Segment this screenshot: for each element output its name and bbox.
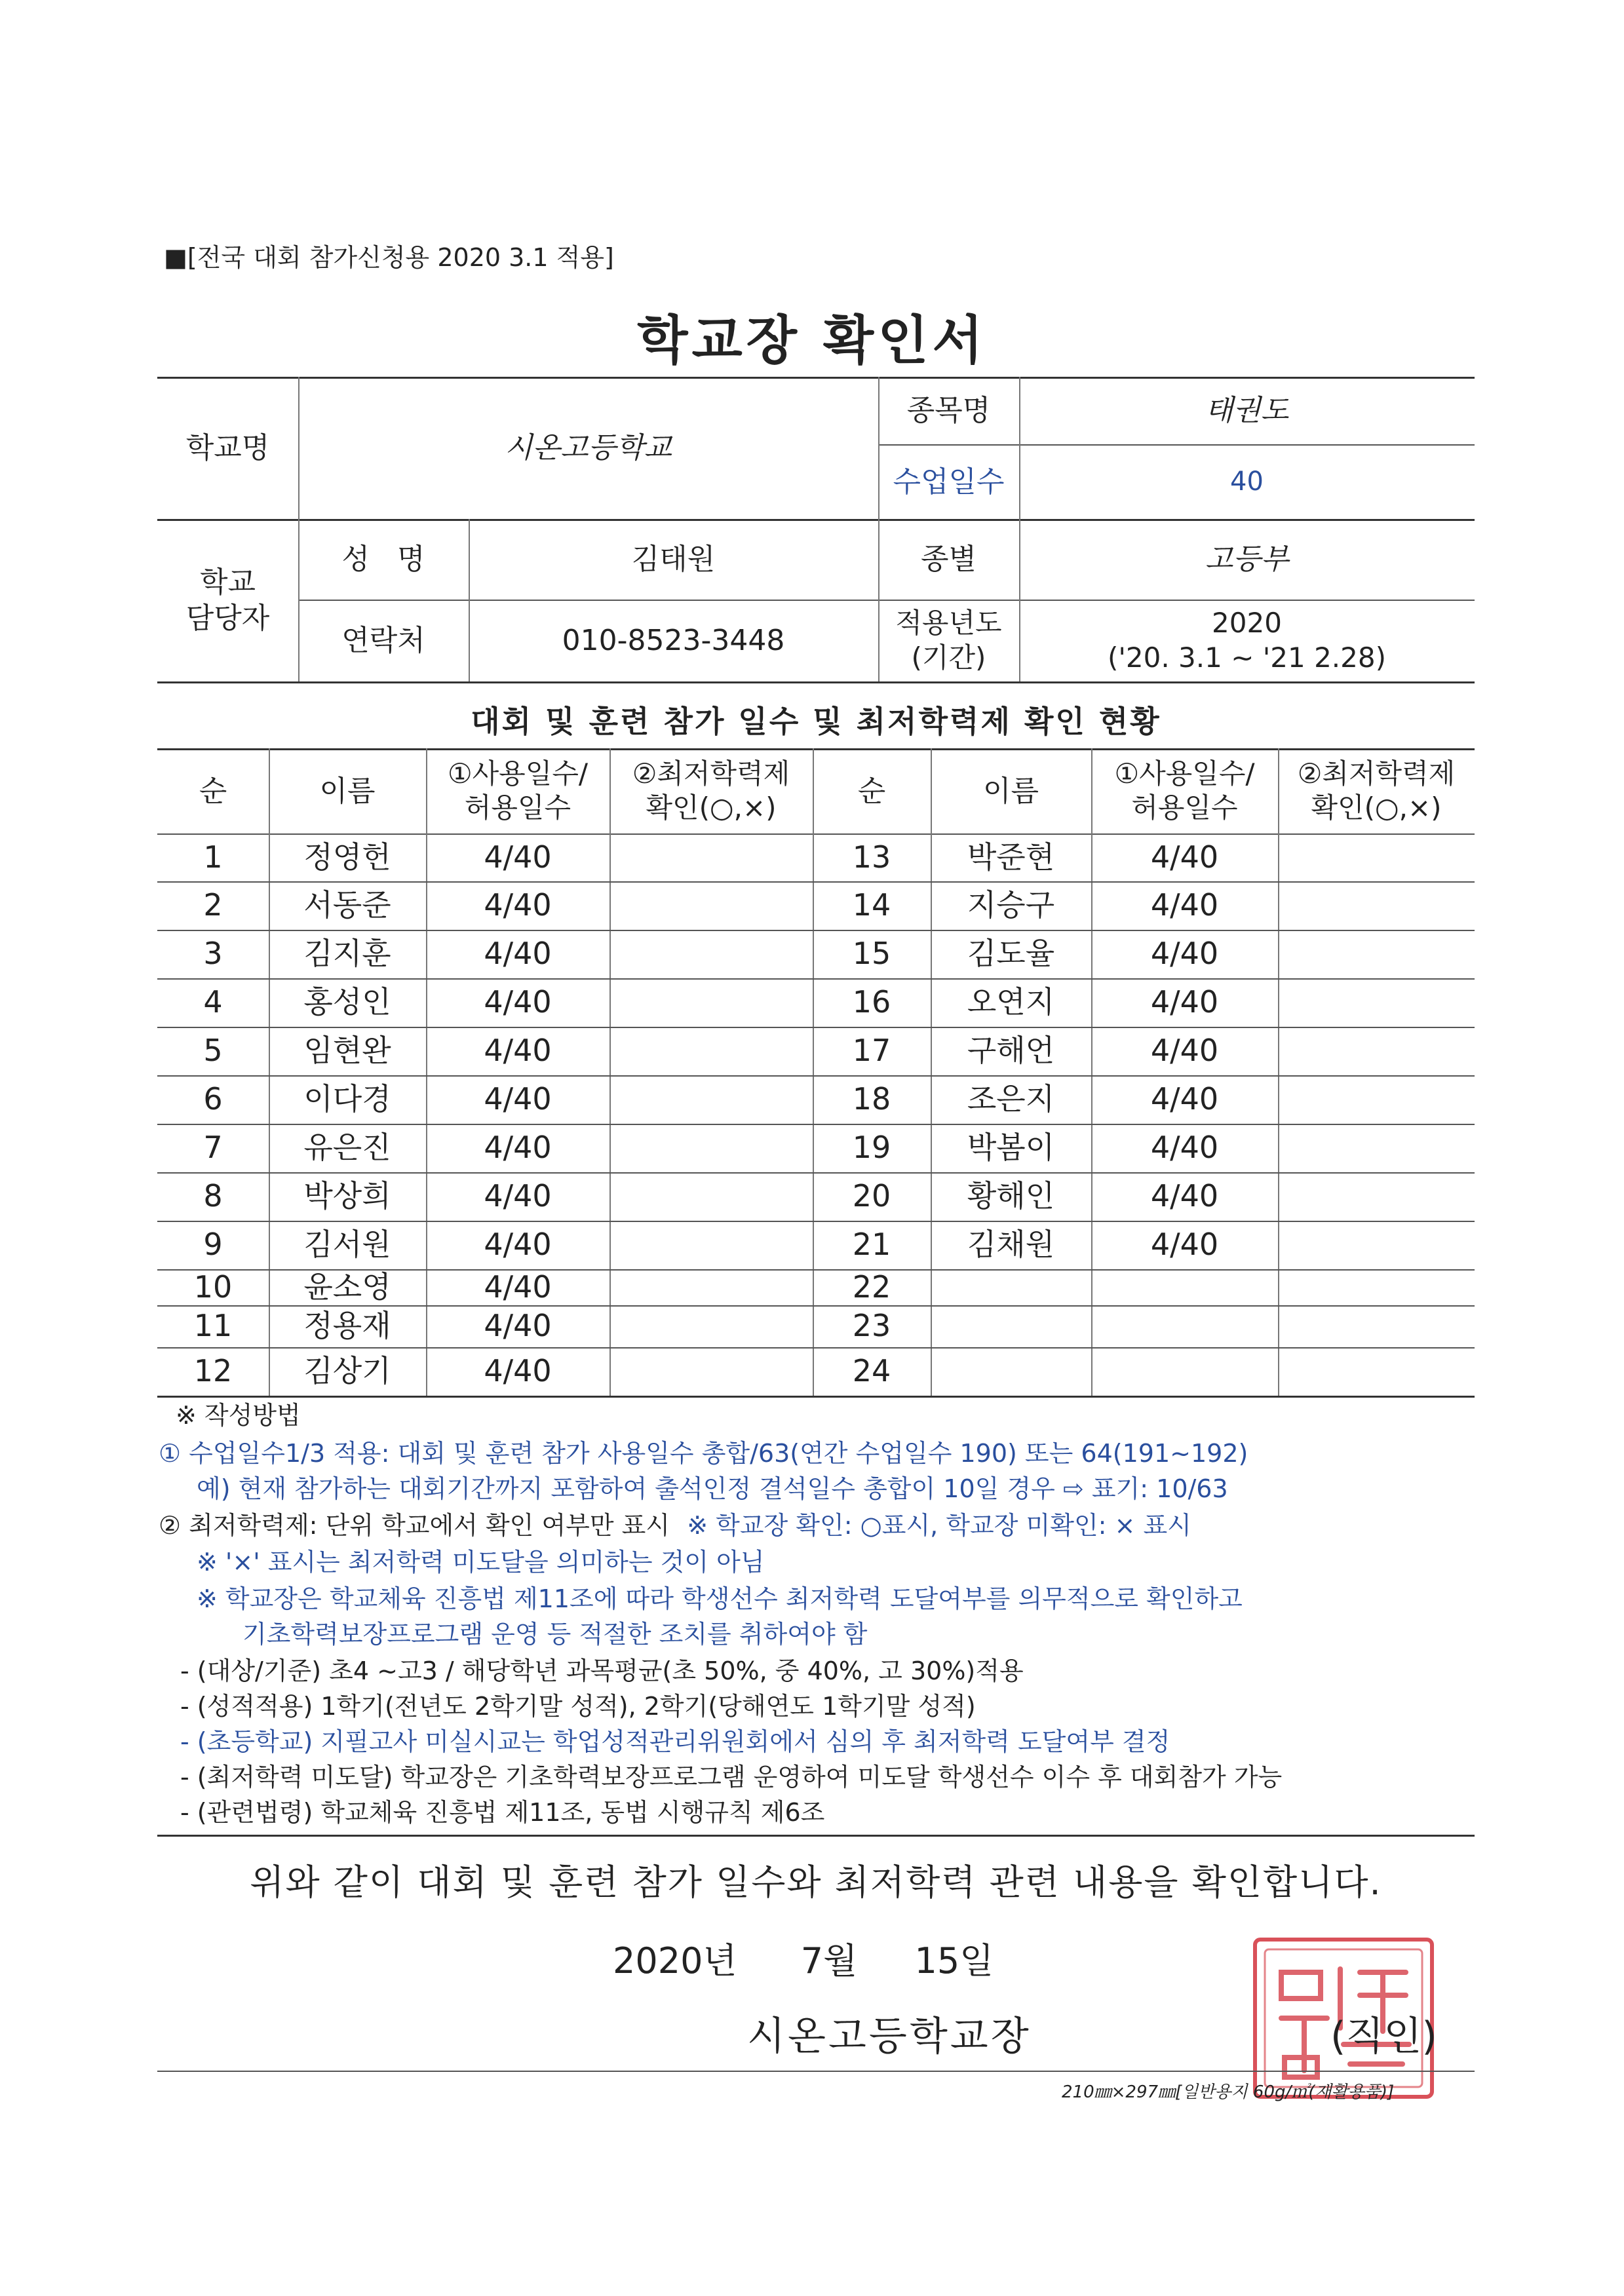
row-check <box>609 1124 813 1172</box>
row-days: 4/40 <box>484 936 552 972</box>
header-check-right: ②최저학력제 확인(○,×) <box>1297 757 1456 824</box>
row-days: 4/40 <box>1150 936 1219 972</box>
name-label: 성 명 <box>341 543 425 576</box>
row-name: 김채원 <box>967 1227 1055 1263</box>
header-name-left: 이름 <box>319 774 376 808</box>
row-number: 17 <box>852 1033 891 1069</box>
row-number: 4 <box>203 984 223 1020</box>
row-check <box>609 1347 813 1396</box>
row-check <box>609 1027 813 1075</box>
row-days: 4/40 <box>484 1269 552 1305</box>
contact-label: 연락처 <box>341 624 425 657</box>
footer-spec: 210㎜×297㎜[일반용지 60g/㎡(재활용품)] <box>1062 2082 1395 2102</box>
row-number: 9 <box>203 1227 223 1263</box>
header-tag: ■[전국 대회 참가신청용 2020 3.1 적용] <box>164 243 614 272</box>
row-number: 8 <box>203 1178 223 1214</box>
row-check <box>1278 881 1475 930</box>
row-days <box>1091 1305 1278 1347</box>
row-check <box>1278 930 1475 978</box>
row-days: 4/40 <box>1150 1227 1219 1263</box>
row-number: 10 <box>193 1269 233 1305</box>
row-check <box>609 1075 813 1124</box>
row-days: 4/40 <box>484 1130 552 1166</box>
row-number: 24 <box>852 1353 891 1389</box>
header-days-left: ①사용일수/ 허용일수 <box>447 757 589 824</box>
row-name: 정영헌 <box>303 839 391 875</box>
detail-4: - (최저학력 미도달) 학교장은 기초학력보장프로그램 운영하여 미도달 학생선수 이수 후 대회참가 가능 <box>180 1763 1283 1791</box>
row-name: 홍성인 <box>303 984 391 1020</box>
row-days: 4/40 <box>484 1353 552 1389</box>
row-check <box>1278 1124 1475 1172</box>
row-check <box>609 1221 813 1269</box>
row-name: 박상희 <box>303 1178 391 1214</box>
row-number: 6 <box>203 1081 223 1117</box>
row-days: 4/40 <box>1150 1178 1219 1214</box>
row-name: 김상기 <box>303 1353 391 1389</box>
row-check <box>609 930 813 978</box>
row-days <box>1091 1269 1278 1305</box>
division-label: 종별 <box>920 543 976 576</box>
header-check-left: ②최저학력제 확인(○,×) <box>632 757 790 824</box>
row-check <box>1278 1269 1475 1305</box>
row-name: 윤소영 <box>303 1269 391 1305</box>
row-check <box>1278 833 1475 881</box>
row-days: 4/40 <box>1150 1130 1219 1166</box>
row-name: 지승구 <box>967 887 1055 923</box>
note-1b: 예) 현재 참가하는 대회기간까지 포함하여 출석인정 결석일수 총합이 10일 경우 ⇨ 표기: 10/63 <box>197 1474 1228 1503</box>
row-days: 4/40 <box>1150 984 1219 1020</box>
notes-heading: ※ 작성방법 <box>176 1401 301 1430</box>
row-number: 2 <box>203 887 223 923</box>
row-number: 19 <box>852 1130 891 1166</box>
row-number: 11 <box>193 1308 233 1344</box>
header-name-right: 이름 <box>982 774 1039 808</box>
row-name: 오연지 <box>967 984 1055 1020</box>
row-check <box>1278 1027 1475 1075</box>
note-1a: ① 수업일수1/3 적용: 대회 및 훈련 참가 사용일수 총합/63(연간 수업일수 190) 또는 64(191~192) <box>159 1439 1248 1468</box>
note-2a-text: ② 최저학력제: 단위 학교에서 확인 여부만 표시 <box>159 1511 670 1540</box>
row-days: 4/40 <box>484 887 552 923</box>
year-label: 적용년도 (기간) <box>895 607 1002 674</box>
date-month: 7월 <box>800 1940 858 1981</box>
row-number: 21 <box>852 1227 891 1263</box>
row-days: 4/40 <box>1150 1081 1219 1117</box>
manager-label: 학교 담당자 <box>185 565 270 635</box>
row-name: 서동준 <box>303 887 391 923</box>
row-number: 1 <box>203 839 223 875</box>
seal-label: (직인) <box>1330 2014 1437 2059</box>
date-year: 2020년 <box>613 1940 737 1981</box>
row-check <box>1278 1347 1475 1396</box>
row-number: 20 <box>852 1178 891 1214</box>
note-4b: 기초학력보장프로그램 운영 등 적절한 조치를 취하여야 함 <box>242 1620 868 1649</box>
year-value: 2020 ('20. 3.1 ~ '21 2.28) <box>1107 607 1386 674</box>
school-value: 시온고등학교 <box>504 431 672 465</box>
header-days-right: ①사용일수/ 허용일수 <box>1114 757 1255 824</box>
row-days: 4/40 <box>1150 839 1219 875</box>
note-4a: ※ 학교장은 학교체육 진흥법 제11조에 따라 학생선수 최저학력 도달여부를 의무적으로 확인하고 <box>197 1584 1243 1613</box>
row-number: 3 <box>203 936 223 972</box>
date-day: 15일 <box>914 1940 994 1981</box>
days-value: 40 <box>1230 467 1264 497</box>
section-title: 대회 및 훈련 참가 일수 및 최저학력제 확인 현황 <box>471 704 1161 739</box>
row-days: 4/40 <box>484 1227 552 1263</box>
row-name: 황해인 <box>967 1178 1055 1214</box>
event-value: 태권도 <box>1205 394 1289 427</box>
row-days: 4/40 <box>484 1178 552 1214</box>
row-name <box>931 1347 1091 1396</box>
detail-3 <box>180 1727 1170 1757</box>
row-name: 구해언 <box>967 1033 1055 1069</box>
row-number: 18 <box>852 1081 891 1117</box>
row-name: 유은진 <box>303 1130 391 1166</box>
row-number: 14 <box>852 887 891 923</box>
row-number: 13 <box>852 839 891 875</box>
name-value: 김태원 <box>631 543 716 576</box>
row-days: 4/40 <box>484 839 552 875</box>
row-days: 4/40 <box>1150 1033 1219 1069</box>
note-2b-text: ※ 학교장 확인: ○표시, 학교장 미확인: × 표시 <box>687 1511 1191 1540</box>
row-check <box>1278 1221 1475 1269</box>
row-check <box>609 833 813 881</box>
row-number: 5 <box>203 1033 223 1069</box>
row-days: 4/40 <box>484 984 552 1020</box>
row-name: 김서원 <box>303 1227 391 1263</box>
row-days <box>1091 1347 1278 1396</box>
header-num-left: 순 <box>199 774 227 808</box>
row-name: 박봄이 <box>967 1130 1055 1166</box>
days-label: 수업일수 <box>893 465 1005 499</box>
row-check <box>609 978 813 1027</box>
contact-value: 010-8523-3448 <box>562 624 785 657</box>
row-days: 4/40 <box>1150 887 1219 923</box>
row-name: 조은지 <box>967 1081 1055 1117</box>
row-check <box>1278 1172 1475 1221</box>
row-check <box>1278 978 1475 1027</box>
note-3: ※ '×' 표시는 최저학력 미도달을 의미하는 것이 아님 <box>197 1548 765 1577</box>
division-value: 고등부 <box>1205 543 1289 576</box>
school-label: 학교명 <box>185 431 270 465</box>
row-check <box>609 1269 813 1305</box>
row-name: 박준현 <box>967 839 1055 875</box>
row-number: 23 <box>852 1308 891 1344</box>
principal-name: 시온고등학교장 <box>747 2014 1032 2059</box>
header-num-right: 순 <box>857 774 886 808</box>
row-name <box>931 1269 1091 1305</box>
row-name: 정용재 <box>303 1308 391 1344</box>
row-check <box>609 881 813 930</box>
row-name: 김도율 <box>967 936 1055 972</box>
row-name <box>931 1305 1091 1347</box>
page-title: 학교장 확인서 <box>637 310 987 371</box>
date-line <box>613 1933 994 1983</box>
row-check <box>1278 1305 1475 1347</box>
row-name: 김지훈 <box>303 936 391 972</box>
row-number: 22 <box>852 1269 891 1305</box>
row-number: 15 <box>852 936 891 972</box>
detail-1: - (대상/기준) 초4 ~고3 / 해당학년 과목평균(초 50%, 중 40%, 고 30%)적용 <box>180 1656 1024 1685</box>
row-name: 임현완 <box>303 1033 391 1069</box>
row-number: 16 <box>852 984 891 1020</box>
row-number: 7 <box>203 1130 223 1166</box>
row-name: 이다경 <box>303 1081 391 1117</box>
confirm-text: 위와 같이 대회 및 훈련 참가 일수와 최저학력 관련 내용을 확인합니다. <box>250 1862 1382 1903</box>
detail-3-text: - (초등학교) 지필고사 미실시교는 학업성적관리위원회에서 심의 후 최저학력 도달여부 결정 <box>180 1727 1170 1756</box>
detail-2: - (성적적용) 1학기(전년도 2학기말 성적), 2학기(당해연도 1학기말 성적) <box>180 1692 976 1721</box>
row-check <box>609 1172 813 1221</box>
row-days: 4/40 <box>484 1081 552 1117</box>
event-label: 종목명 <box>906 394 991 427</box>
detail-5: - (관련법령) 학교체육 진흥법 제11조, 동법 시행규칙 제6조 <box>180 1798 825 1827</box>
row-check <box>1278 1075 1475 1124</box>
row-days: 4/40 <box>484 1308 552 1344</box>
row-days: 4/40 <box>484 1033 552 1069</box>
row-check <box>609 1305 813 1347</box>
row-number: 12 <box>193 1353 233 1389</box>
note-2a <box>159 1511 1191 1541</box>
